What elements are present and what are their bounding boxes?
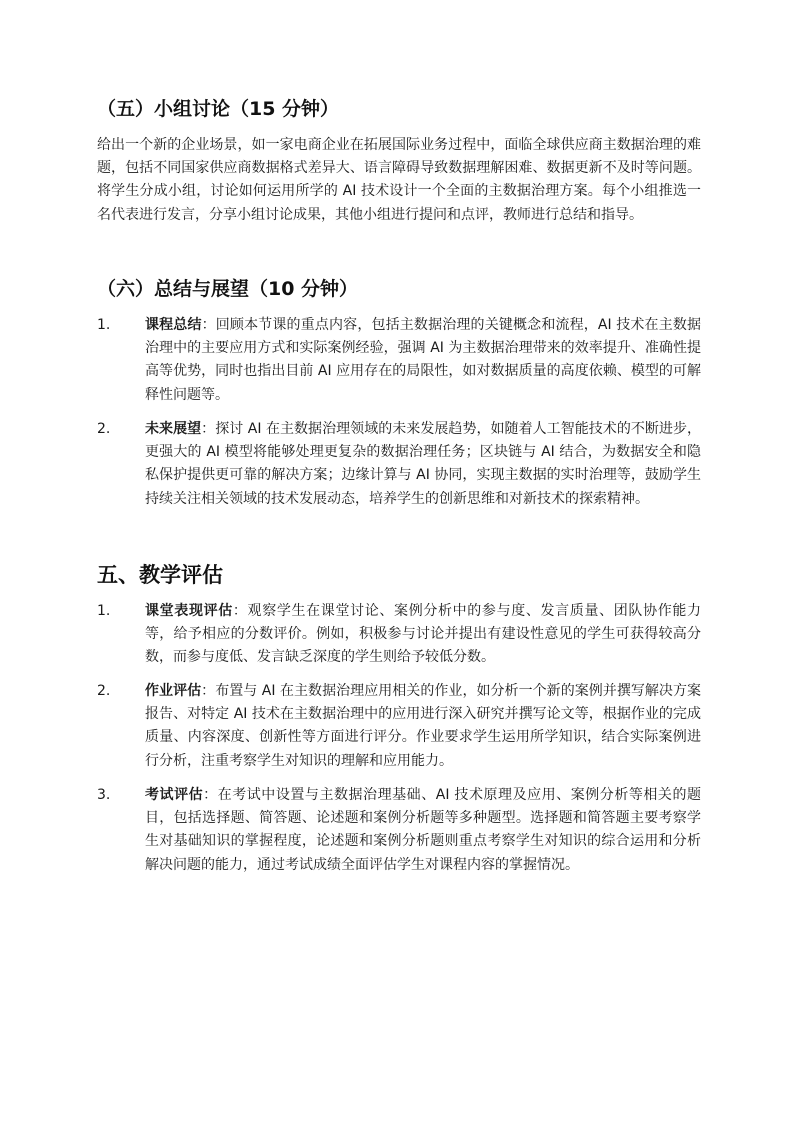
list-item-text: ：观察学生在课堂讨论、案例分析中的参与度、发言质量、团队协作能力等，给予相应的分数评价。例如，积极参与讨论并提出有建设性意见的学生可获得较高分数，而参与度低、发言缺乏深度的学生则给予较低分数。 (145, 603, 702, 666)
list-number: 3. (97, 787, 111, 803)
list-item-body (145, 600, 701, 670)
list-number: 2. (97, 421, 111, 437)
heading-summary-outlook: （六）总结与展望（10 分钟） (97, 278, 359, 300)
heading-group-discussion: （五）小组讨论（15 分钟） (97, 98, 340, 120)
list-item-future-outlook (97, 418, 701, 511)
heading-teaching-evaluation: 五、教学评估 (97, 563, 223, 587)
list-number: 2. (97, 683, 111, 699)
list-item-class-performance (97, 600, 701, 670)
list-item-term: 课程总结 (145, 317, 202, 333)
list-item-homework-evaluation (97, 680, 701, 773)
list-item-text: ：布置与 AI 在主数据治理应用相关的作业，如分析一个新的案例并撰写解决方案报告、对特定 AI 技术在主数据治理中的应用进行深入研究并撰写论文等，根据作业的完成质量、内容深度、创新性等方面进行评分。作业要求学生运用所学知识，结合实际案例进行分析，注重考察学生对知识的理解和应用能力。 (145, 683, 702, 769)
list-item-exam-evaluation (97, 784, 701, 877)
list-item-term: 作业评估 (145, 683, 202, 699)
list-item-body (145, 784, 701, 877)
list-item-text: ：在考试中设置与主数据治理基础、AI 技术原理及应用、案例分析等相关的题目，包括选择题、简答题、论述题和案例分析题等多种题型。选择题和简答题主要考察学生对基础知识的掌握程度，论述题和案例分析题则重点考察学生对知识的综合运用和分析解决问题的能力，通过考试成绩全面评估学生对课程内容的掌握情况。 (145, 787, 702, 873)
list-number: 1. (97, 317, 111, 333)
list-item-body (145, 314, 701, 407)
list-item-text: ：探讨 AI 在主数据治理领域的未来发展趋势，如随着人工智能技术的不断进步，更强大的 AI 模型将能够处理更复杂的数据治理任务；区块链与 AI 结合，为数据安全和隐私保护提供更可靠的解决方案；边缘计算与 AI 协同，实现主数据的实时治理等，鼓励学生持续关注相关领域的技术发展动态，培养学生的创新思维和对新技术的探索精神。 (145, 421, 702, 507)
list-item-body (145, 680, 701, 773)
list-item-course-summary (97, 314, 701, 407)
list-item-term: 考试评估 (145, 787, 204, 803)
list-item-term: 课堂表现评估 (145, 603, 233, 619)
list-item-body (145, 418, 701, 511)
paragraph-group-discussion: 给出一个新的企业场景，如一家电商企业在拓展国际业务过程中，面临全球供应商主数据治理的难题，包括不同国家供应商数据格式差异大、语言障碍导致数据理解困难、数据更新不及时等问题。将学生分成小组，讨论如何运用所学的 AI 技术设计一个全面的主数据治理方案。每个小组推选一名代表进行发言，分享小组讨论成果，其他小组进行提问和点评，教师进行总结和指导。 (97, 137, 701, 223)
list-item-term: 未来展望 (145, 421, 202, 437)
list-number: 1. (97, 603, 111, 619)
list-item-text: ：回顾本节课的重点内容，包括主数据治理的关键概念和流程，AI 技术在主数据治理中的主要应用方式和实际案例经验，强调 AI 为主数据治理带来的效率提升、准确性提高等优势，同时也指出目前 AI 应用存在的局限性，如对数据质量的高度依赖、模型的可解释性问题等。 (145, 317, 702, 403)
